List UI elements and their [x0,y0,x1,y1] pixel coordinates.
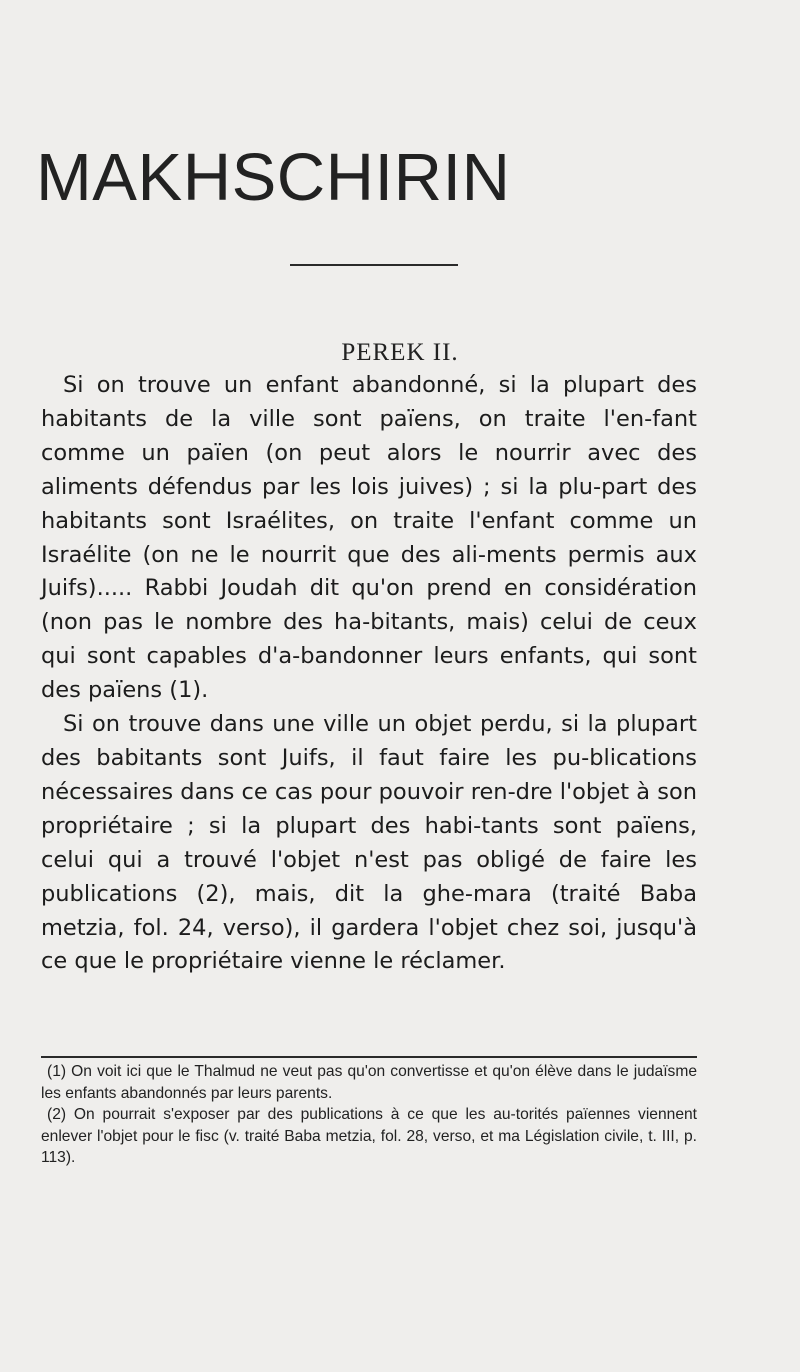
footnote: (1) On voit ici que le Thalmud ne veut pas qu'on convertisse et qu'on élève dans le judaïsme les enfants abandonnés par leurs parents. [41,1063,697,1102]
footnote: (2) On pourrait s'exposer par des publications à ce que les au-torités païennes viennent enlever l'objet pour le fisc (v. traité Baba metzia, fol. 28, verso, et ma Législation civile, t. III, p. 113). [41,1106,697,1167]
running-head: MAKHSCHIRIN [36,140,511,215]
main-text [41,369,697,979]
header-rule [290,264,458,266]
paragraph: Si on trouve un enfant abandonné, si la plupart des habitants de la ville sont païens, on traite l'en-fant comme un païen (on peut alors le nourrir avec des aliments défendus par les lois juives) ; si la plu-part des habitants sont Israélites, on traite l'enfant comme un Israélite (on ne le nourrit que des ali-ments permis aux Juifs)..... Rabbi Joudah dit qu'on prend en considération (non pas le nombre des ha-bitants, mais) celui de ceux qui sont capables d'a-bandonner leurs enfants, qui sont des païens (1). [41,372,697,704]
footnote-rule [41,1056,697,1058]
chapter-heading: PEREK II. [341,339,459,366]
paragraph: Si on trouve dans une ville un objet perdu, si la plupart des babitants sont Juifs, il faut faire les pu-blications nécessaires dans ce cas pour pouvoir ren-dre l'objet à son propriétaire ; si la plupart des habi-tants sont païens, celui qui a trouvé l'objet n'est pas obligé de faire les publications (2), mais, dit la ghe-mara (traité Baba metzia, fol. 24, verso), il gardera l'objet chez soi, jusqu'à ce que le propriétaire vienne le réclamer. [41,711,697,975]
footnotes [41,1061,697,1169]
